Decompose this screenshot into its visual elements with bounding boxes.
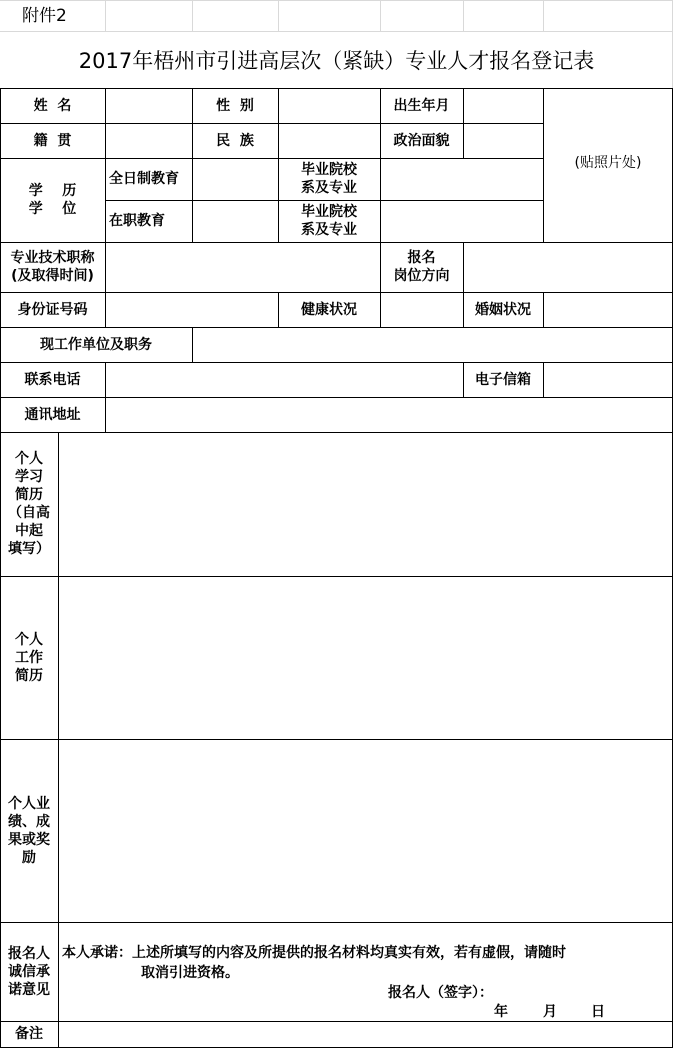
gender-label: 性 别: [216, 97, 254, 114]
table-line: [0, 922, 673, 923]
phone-label: 联系电话: [24, 371, 81, 388]
native-place-field[interactable]: [106, 124, 192, 158]
achievements-label-line: 励: [22, 849, 36, 866]
birth-label: 出生年月: [393, 97, 450, 114]
applied-position-label-line1: 报名: [407, 250, 436, 266]
name-field[interactable]: [106, 89, 192, 123]
pledge-text-line2: 取消引进资格。: [141, 965, 239, 981]
study-history-label-line: 填写）: [8, 541, 50, 557]
professional-title-label: [0, 242, 105, 292]
date-month: 月: [543, 1004, 557, 1020]
gridline: [105, 0, 106, 32]
health-label: 健康状况: [301, 301, 357, 318]
study-history-label-line: 简历: [15, 487, 43, 503]
address-field[interactable]: [106, 398, 672, 432]
integrity-label: [0, 922, 58, 1021]
gridline: [192, 0, 193, 32]
gridline: [463, 0, 464, 32]
ethnicity-label: 民 族: [216, 132, 254, 149]
native-place-label: 籍 贯: [33, 132, 72, 149]
work-history-label-line: 简历: [15, 667, 43, 684]
applied-position-field[interactable]: [464, 243, 672, 292]
political-status-field[interactable]: [464, 124, 543, 158]
workplace-field[interactable]: [193, 328, 672, 362]
birth-field[interactable]: [464, 89, 543, 123]
remarks-label: 备注: [15, 1026, 43, 1042]
parttime-education-label: 在职教育: [109, 213, 165, 229]
marital-status-field[interactable]: [544, 293, 672, 327]
study-history-label: [0, 432, 58, 576]
fulltime-education-field[interactable]: [193, 159, 278, 200]
parttime-school-label-line1: 毕业院校: [301, 204, 357, 220]
gridline: [380, 0, 381, 32]
ethnicity-field[interactable]: [279, 124, 380, 158]
achievements-label-line: 绩、成: [8, 813, 50, 830]
parttime-school-field[interactable]: [381, 201, 543, 242]
gridline: [278, 0, 279, 32]
fulltime-school-label-line2: 系及专业: [301, 180, 357, 196]
id-number-label: 身份证号码: [17, 301, 88, 318]
workplace-label: 现工作单位及职务: [40, 336, 152, 353]
work-history-label-line: 工作: [15, 649, 43, 666]
email-label: 电子信箱: [475, 371, 531, 388]
work-history-label-line: 个人: [15, 631, 43, 648]
phone-field[interactable]: [106, 363, 463, 397]
gender-field[interactable]: [279, 89, 380, 123]
achievements-field[interactable]: [59, 740, 672, 922]
pledge-text-line1: 本人承诺：上述所填写的内容及所提供的报名材料均真实有效，若有虚假，请随时: [62, 945, 566, 961]
applied-position-label: [380, 242, 463, 292]
achievements-label: [0, 739, 58, 922]
fulltime-school-label-line1: 毕业院校: [301, 162, 357, 178]
address-label: 通讯地址: [24, 406, 81, 423]
gridline: [0, 0, 673, 1]
study-history-label-line: 学习: [15, 469, 43, 485]
table-line: [0, 1047, 673, 1048]
fulltime-education-label: 全日制教育: [109, 171, 179, 187]
applied-position-label-line2: 岗位方向: [393, 268, 450, 284]
gridline: [0, 31, 673, 32]
attachment-label: 附件2: [22, 6, 67, 26]
education-label-line1: 学 历: [28, 183, 77, 199]
marital-status-label: 婚姻状况: [475, 301, 531, 318]
fulltime-school-field[interactable]: [381, 159, 543, 200]
name-label: 姓 名: [33, 97, 72, 114]
study-history-label-line: 中起: [15, 523, 43, 539]
parttime-school-label-line2: 系及专业: [301, 222, 357, 238]
achievements-label-line: 个人业: [8, 795, 50, 812]
study-history-label-line: （自高: [8, 505, 50, 521]
work-history-field[interactable]: [59, 577, 672, 739]
education-label-line2: 学 位: [28, 201, 77, 217]
professional-title-field[interactable]: [106, 243, 380, 292]
political-status-label: 政治面貌: [393, 132, 450, 149]
integrity-label-line: 诚信承: [8, 963, 50, 980]
education-label: [0, 158, 105, 242]
health-field[interactable]: [381, 293, 463, 327]
integrity-label-line: 诺意见: [8, 981, 50, 998]
professional-title-label-line1: 专业技术职称: [10, 250, 95, 266]
remarks-field[interactable]: [59, 1022, 672, 1047]
professional-title-label-line2: (及取得时间): [11, 268, 94, 284]
work-history-label: [0, 576, 58, 739]
study-history-label-line: 个人: [15, 451, 43, 467]
parttime-school-label: [278, 200, 380, 242]
id-number-field[interactable]: [106, 293, 278, 327]
achievements-label-line: 果或奖: [8, 831, 50, 848]
photo-area[interactable]: (贴照片处): [574, 155, 642, 171]
date-day: 日: [591, 1004, 605, 1020]
signature-label: 报名人（签字）：: [388, 985, 493, 1001]
fulltime-school-label: [278, 158, 380, 200]
date-year: 年: [494, 1004, 508, 1020]
gridline: [543, 0, 544, 32]
parttime-education-field[interactable]: [193, 201, 278, 242]
study-history-field[interactable]: [59, 433, 672, 576]
email-field[interactable]: [544, 363, 672, 397]
page-title: 2017年梧州市引进高层次（紧缺）专业人才报名登记表: [78, 49, 595, 73]
integrity-label-line: 报名人: [8, 945, 50, 962]
